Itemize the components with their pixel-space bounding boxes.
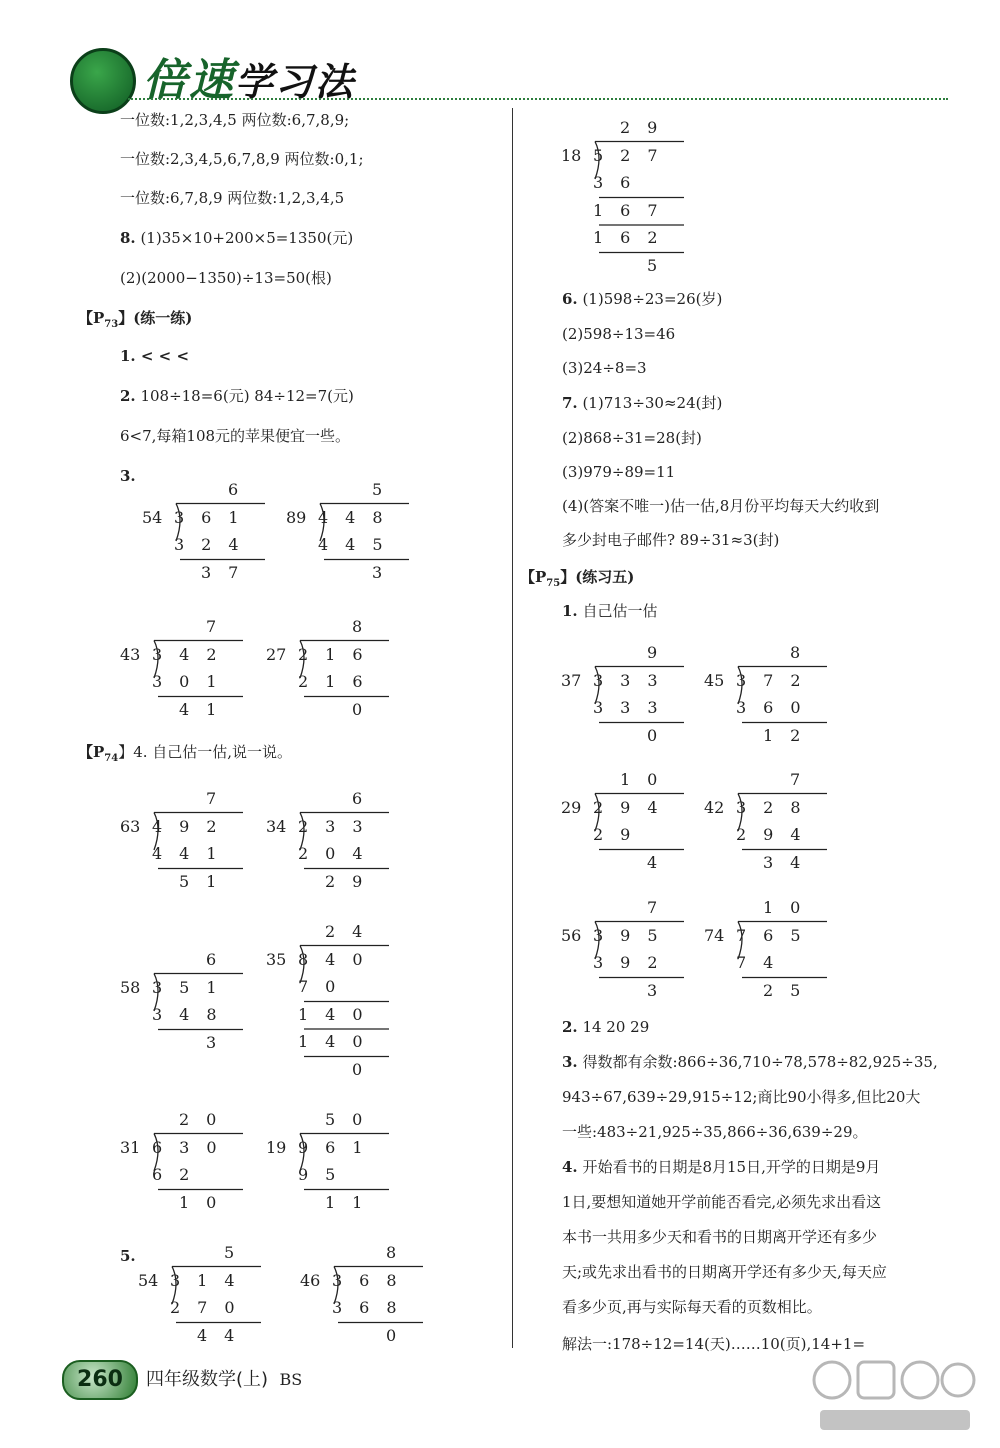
brand-main: 倍速 (143, 55, 235, 106)
remainder: 0 (352, 699, 380, 719)
quotient: 50 (325, 1110, 380, 1129)
remainder: 3 (647, 980, 675, 1000)
long-division (266, 789, 510, 901)
dividend: 372 (736, 670, 818, 690)
partial-product: 74 (736, 953, 791, 972)
q7-part4-line1: (4)(答案不唯一)估一估,8月份平均每天大约收到 (562, 497, 880, 515)
partial-product: 167 (593, 200, 675, 220)
divisor: 54 (138, 1270, 159, 1290)
left-line-3: 一位数:6,7,8,9 两位数:1,2,3,4,5 (120, 189, 345, 207)
quotient: 8 (790, 643, 818, 662)
r4-solution: 解法一:178÷12=14(天)……10(页),14+1= (562, 1335, 866, 1353)
partial-product: 348 (152, 1005, 234, 1024)
divisor: 56 (561, 925, 582, 945)
divisor: 63 (120, 816, 141, 836)
partial-product: 204 (298, 844, 380, 863)
quotient: 20 (179, 1110, 234, 1129)
dividend: 333 (593, 670, 675, 690)
column-divider (512, 108, 513, 1348)
r3-line1 (562, 1053, 938, 1071)
divisor: 37 (561, 670, 582, 690)
quotient: 8 (352, 617, 380, 636)
quotient: 6 (206, 950, 234, 969)
partial-product: 294 (736, 825, 818, 844)
remainder: 3 (372, 562, 400, 582)
remainder: 25 (763, 980, 818, 1000)
r4-line2: 1日,要想知道她开学前能否看完,必须先求出看这 (562, 1193, 882, 1211)
partial-product: 62 (152, 1165, 207, 1184)
q7-part1-text: (1)713÷30≈24(封) (577, 394, 723, 412)
p73-q3-number: 3. (120, 467, 136, 485)
remainder: 3 (206, 1032, 234, 1052)
q7-number: 7. (562, 394, 578, 412)
r4-line4: 天;或先求出看书的日期离开学还有多少天,每天应 (562, 1263, 887, 1281)
partial-product: 301 (152, 672, 234, 691)
section-p74 (78, 743, 292, 768)
long-division (266, 1110, 510, 1222)
r1-number: 1. (562, 602, 578, 620)
partial-product: 70 (298, 977, 353, 996)
partial-product: 333 (593, 698, 675, 717)
quotient: 5 (224, 1243, 252, 1262)
partial-product: 445 (318, 535, 400, 554)
footer-edition: BS (279, 1370, 303, 1389)
dividend: 342 (152, 644, 234, 664)
dividend: 233 (298, 816, 380, 836)
brand-sub: 学习法 (235, 60, 356, 104)
r4-line1-text: 开始看书的日期是8月15日,开学的日期是9月 (577, 1158, 881, 1176)
section-p73-page: 73 (104, 319, 119, 330)
long-division (704, 898, 948, 1010)
partial-product: 392 (593, 953, 675, 972)
long-division (266, 617, 510, 729)
long-division (286, 480, 530, 592)
partial-product: 140 (298, 1032, 380, 1051)
partial-product: 441 (152, 844, 234, 863)
remainder: 41 (179, 699, 234, 719)
quotient: 24 (325, 922, 380, 941)
dividend: 351 (152, 977, 234, 997)
divisor: 54 (142, 507, 163, 527)
section-p75 (520, 568, 634, 593)
divisor: 31 (120, 1137, 141, 1157)
partial-product: 29 (593, 825, 648, 844)
r2 (562, 1018, 649, 1036)
divisor: 58 (120, 977, 141, 997)
dividend: 492 (152, 816, 234, 836)
divisor: 42 (704, 797, 725, 817)
dividend: 314 (170, 1270, 252, 1290)
left-line-1: 一位数:1,2,3,4,5 两位数:6,7,8,9; (120, 111, 350, 129)
q6-part1-text: (1)598÷23=26(岁) (577, 290, 723, 308)
q6-number: 6. (562, 290, 578, 308)
dividend: 368 (332, 1270, 414, 1290)
q5-number: 5. (120, 1247, 136, 1265)
quotient: 6 (352, 789, 380, 808)
remainder: 0 (647, 725, 675, 745)
quotient: 7 (790, 770, 818, 789)
left-line-2: 一位数:2,3,4,5,6,7,8,9 两位数:0,1; (120, 150, 364, 168)
r2-text: 14 20 29 (577, 1018, 650, 1036)
dividend: 961 (298, 1137, 380, 1157)
long-division (300, 1243, 544, 1355)
q8-part1 (120, 229, 353, 247)
section-p74-open: 【P (78, 743, 105, 761)
divisor: 46 (300, 1270, 321, 1290)
remainder: 29 (325, 871, 380, 891)
r3-line3: 一些:483÷21,925÷35,866÷36,639÷29。 (562, 1123, 868, 1141)
r3-number: 3. (562, 1053, 578, 1071)
q8-part1-text: (1)35×10+200×5=1350(元) (135, 229, 354, 247)
partial-product: 162 (593, 228, 675, 247)
long-division (266, 922, 510, 1079)
q7-part2: (2)868÷31=28(封) (562, 429, 702, 447)
section-p73-title: 】(练一练) (118, 309, 193, 327)
dividend: 765 (736, 925, 818, 945)
dividend: 361 (174, 507, 256, 527)
section-p75-open: 【P (520, 568, 547, 586)
section-p74-page: 74 (104, 753, 119, 764)
p73-q2 (120, 387, 354, 405)
p73-q2-text: 108÷18=6(元) 84÷12=7(元) (135, 387, 354, 405)
partial-product: 368 (332, 1298, 414, 1317)
r4-number: 4. (562, 1158, 578, 1176)
p73-q2-conclusion: 6<7,每箱108元的苹果便宜一些。 (120, 427, 351, 445)
divisor: 27 (266, 644, 287, 664)
partial-product: 36 (593, 173, 648, 192)
dividend: 328 (736, 797, 818, 817)
partial-product: 360 (736, 698, 818, 717)
divisor: 89 (286, 507, 307, 527)
r1-text: 自己估一估 (577, 602, 658, 620)
q6-part1 (562, 290, 722, 308)
p73-q1-text: < < < (135, 347, 190, 365)
q6-part2: (2)598÷13=46 (562, 325, 676, 343)
logo-badge-icon (70, 48, 136, 114)
divisor: 74 (704, 925, 725, 945)
remainder: 0 (352, 1059, 380, 1079)
section-p73 (78, 309, 192, 334)
section-p74-title: 】4. 自己估一估,说一说。 (118, 743, 293, 761)
long-division (704, 643, 948, 755)
remainder: 0 (386, 1325, 414, 1345)
remainder: 4 (647, 852, 675, 872)
remainder: 37 (201, 562, 256, 582)
dividend: 630 (152, 1137, 234, 1157)
divisor: 43 (120, 644, 141, 664)
remainder: 44 (197, 1325, 252, 1345)
r2-number: 2. (562, 1018, 578, 1036)
quotient: 5 (372, 480, 400, 499)
remainder: 34 (763, 852, 818, 872)
dividend: 527 (593, 145, 675, 165)
partial-product: 140 (298, 1004, 380, 1024)
quotient: 10 (620, 770, 675, 789)
r3-line2: 943÷67,639÷29,915÷12;商比90小得多,但比20大 (562, 1088, 921, 1106)
divisor: 18 (561, 145, 582, 165)
watermark-icon (810, 1350, 980, 1440)
divisor: 35 (266, 949, 287, 969)
r3-line1-text: 得数都有余数:866÷36,710÷78,578÷82,925÷35, (577, 1053, 938, 1071)
section-p73-open: 【P (78, 309, 105, 327)
header-dotted-line (128, 98, 948, 100)
q7-part3: (3)979÷89=11 (562, 463, 676, 481)
long-division (561, 118, 805, 275)
quotient: 7 (206, 789, 234, 808)
section-p75-page: 75 (546, 578, 561, 589)
partial-product: 216 (298, 672, 380, 691)
partial-product: 95 (298, 1165, 353, 1184)
dividend: 216 (298, 644, 380, 664)
r4-line3: 本书一共用多少天和看书的日期离开学还有多少 (562, 1228, 878, 1246)
q7-part1 (562, 394, 722, 412)
dividend: 294 (593, 797, 675, 817)
r4-line5: 看多少页,再与实际每天看的页数相比。 (562, 1298, 822, 1316)
quotient: 10 (763, 898, 818, 917)
dividend: 840 (298, 949, 380, 969)
quotient: 9 (647, 643, 675, 662)
divisor: 19 (266, 1137, 287, 1157)
divisor: 29 (561, 797, 582, 817)
r4-line1 (562, 1158, 880, 1176)
long-division (704, 770, 948, 882)
divisor: 34 (266, 816, 287, 836)
quotient: 7 (206, 617, 234, 636)
section-p75-title: 】(练习五) (560, 568, 635, 586)
remainder: 51 (179, 871, 234, 891)
q8-part2: (2)(2000−1350)÷13=50(根) (120, 269, 332, 287)
remainder: 11 (325, 1192, 380, 1212)
r1 (562, 602, 657, 620)
remainder: 10 (179, 1192, 234, 1212)
q7-part4-line2: 多少封电子邮件? 89÷31≈3(封) (562, 531, 780, 549)
dividend: 395 (593, 925, 675, 945)
p73-q1-number: 1. (120, 347, 136, 365)
quotient: 8 (386, 1243, 414, 1262)
divisor: 45 (704, 670, 725, 690)
p73-q2-number: 2. (120, 387, 136, 405)
quotient: 6 (228, 480, 256, 499)
q8-number: 8. (120, 229, 136, 247)
dividend: 448 (318, 507, 400, 527)
remainder: 12 (763, 725, 818, 745)
quotient: 29 (620, 118, 675, 137)
partial-product: 324 (174, 535, 256, 554)
partial-product: 270 (170, 1298, 252, 1317)
quotient: 7 (647, 898, 675, 917)
q6-part3: (3)24÷8=3 (562, 359, 647, 377)
remainder: 5 (647, 255, 675, 275)
footer-grade (146, 1365, 302, 1391)
page-number-badge: 260 (62, 1360, 138, 1400)
footer-grade-text: 四年级数学(上) (146, 1369, 269, 1390)
p73-q1 (120, 347, 189, 365)
